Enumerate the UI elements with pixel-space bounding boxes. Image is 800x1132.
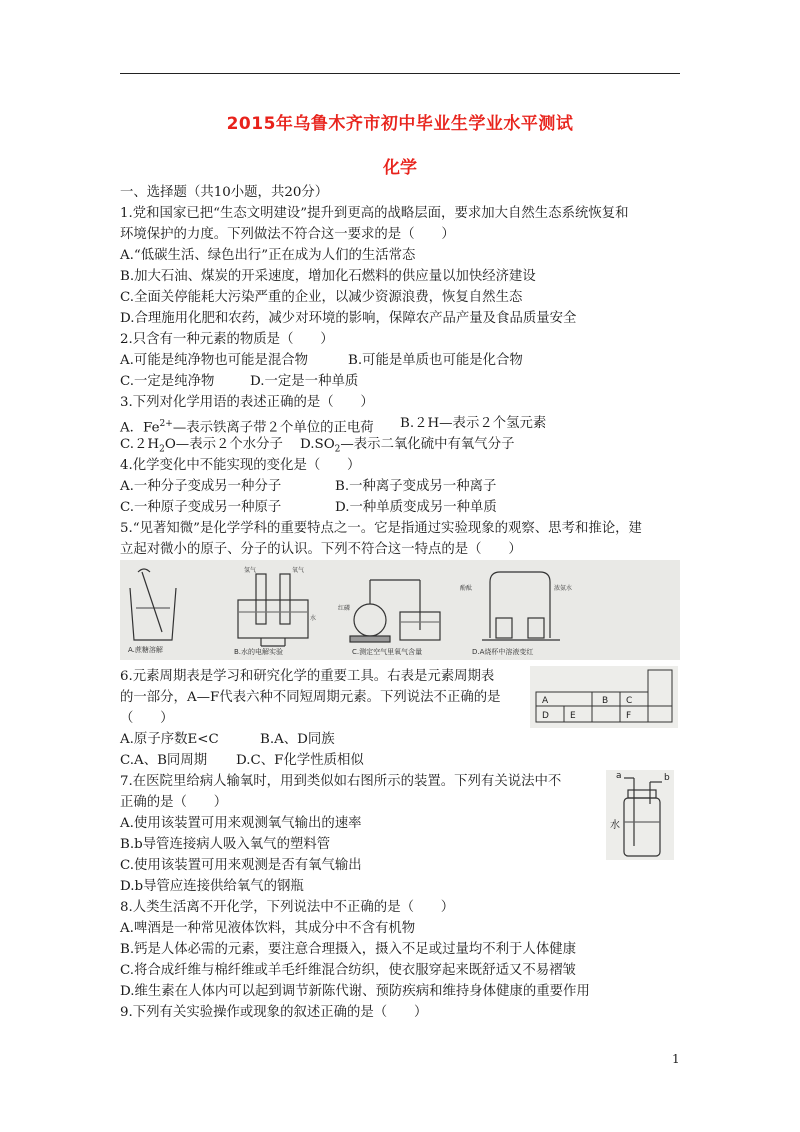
fig-label-b-tube: b — [664, 773, 670, 783]
q2-option-a: A.可能是纯净物也可能是混合物 — [120, 353, 309, 368]
q2-option-d: D.一定是一种单质 — [250, 374, 359, 389]
fig-label-a: A.蔗糖溶解 — [128, 646, 163, 654]
q7-gas-bottle-figure — [606, 770, 674, 860]
q3-stem: 3.下列对化学用语的表述正确的是（ ） — [120, 395, 374, 410]
q8-option-b: B.钙是人体必需的元素，要注意合理摄入，摄入不足或过量均不利于人体健康 — [120, 942, 576, 957]
fig-small-hydrogen: 氢气 — [244, 567, 257, 574]
cell-d: D — [542, 711, 549, 721]
section-heading: 一、选择题（共10小题，共20分） — [120, 185, 329, 200]
q6-stem-line1: 6.元素周期表是学习和研究化学的重要工具。右表是元素周期表 — [120, 669, 495, 684]
cell-c: C — [626, 696, 633, 706]
cell-a: A — [542, 696, 549, 706]
q1-option-a: A.“低碳生活、绿色出行”正在成为人们的生活常态 — [120, 248, 416, 263]
cell-f: F — [626, 711, 632, 721]
q6-option-b: B.A、D同族 — [260, 732, 335, 747]
fig-small-ammonia: 浓氨水 — [554, 585, 573, 592]
q7-option-c: C.使用该装置可用来观测是否有氧气输出 — [120, 858, 362, 873]
page-title: 2015年乌鲁木齐市初中毕业生学业水平测试 — [226, 114, 574, 134]
q5-experiment-figure — [120, 560, 680, 660]
q2-stem: 2.只含有一种元素的物质是（ ） — [120, 332, 334, 347]
q3-option-a: A．$Fe^{2+}—$表示铁离子带２个单位的正电荷 — [120, 419, 374, 436]
q8-option-a: A.啤酒是一种常见液体饮料，其成分中不含有机物 — [120, 921, 416, 936]
fig-small-oxygen: 氧气 — [292, 567, 305, 574]
q7-option-b: B.b导管连接病人吸入氧气的塑料管 — [120, 837, 331, 852]
q2-option-b: B.可能是单质也可能是化合物 — [348, 353, 523, 368]
fig-label-water: 水 — [610, 820, 620, 831]
q8-option-d: D.维生素在人体内可以起到调节新陈代谢、预防疾病和维持身体健康的重要作用 — [120, 984, 590, 999]
q6-periodic-table-figure — [530, 666, 678, 728]
q1-stem-line1: 1.党和国家已把“生态文明建设”提升到更高的战略层面，要求加大自然生态系统恢复和 — [120, 206, 629, 221]
fig-small-water: 水 — [310, 615, 317, 622]
q6-stem-line3: （ ） — [120, 711, 174, 726]
fig-small-phosphorus: 红磷 — [338, 605, 351, 612]
q2-option-c: C.一定是纯净物 — [120, 374, 215, 389]
q4-option-c: C.一种原子变成另一种原子 — [120, 500, 282, 515]
q1-option-b: B.加大石油、煤炭的开采速度，增加化石燃料的供应量以加快经济建设 — [120, 269, 536, 284]
q7-stem-line2: 正确的是（ ） — [120, 795, 228, 810]
q4-option-d: D.一种单质变成另一种单质 — [335, 500, 497, 515]
q3-option-b: B.２H—表示２个氢元素 — [400, 416, 547, 431]
q6-option-d: D.C、F化学性质相似 — [236, 753, 364, 768]
q7-stem-line1: 7.在医院里给病人输氧时，用到类似如右图所示的装置。下列有关说法中不 — [120, 774, 562, 789]
q4-option-b: B.一种离子变成另一种离子 — [335, 479, 497, 494]
q5-stem-line1: 5.“见著知微”是化学学科的重要特点之一。它是指通过实验现象的观察、思考和推论，建 — [120, 521, 642, 536]
q4-option-a: A.一种分子变成另一种分子 — [120, 479, 282, 494]
q1-option-d: D.合理施用化肥和农药，减少对环境的影响，保障农产品产量及食品质量安全 — [120, 311, 577, 326]
q1-option-c: C.全面关停能耗大污染严重的企业，以减少资源浪费，恢复自然生态 — [120, 290, 523, 305]
fig-label-c: C.测定空气里氧气含量 — [352, 648, 423, 656]
fig-small-phenol: 酚酞 — [460, 585, 473, 592]
q8-stem: 8.人类生活离不开化学，下列说法中不正确的是（ ） — [120, 900, 455, 915]
q1-stem-line2: 环境保护的力度。下列做法不符合这一要求的是（ ） — [120, 227, 455, 242]
q6-stem-line2: 的一部分，A—F代表六种不同短周期元素。下列说法不正确的是 — [120, 690, 501, 705]
q8-option-c: C.将合成纤维与棉纤维或羊毛纤维混合纺织，使衣服穿起来既舒适又不易褶皱 — [120, 963, 576, 978]
cell-e: E — [570, 711, 576, 721]
cell-b: B — [602, 696, 609, 706]
figure-background — [120, 560, 680, 660]
q3-option-d: $D.SO_2—$表示二氧化硫中有氧气分子 — [300, 437, 515, 455]
page-number: 1 — [672, 1052, 680, 1066]
q7-option-a: A.使用该装置可用来观测氧气输出的速率 — [120, 816, 362, 831]
q6-option-c: C.A、B同周期 — [120, 753, 208, 768]
subject-title: 化学 — [383, 158, 417, 178]
q4-stem: 4.化学变化中不能实现的变化是（ ） — [120, 458, 361, 473]
q3-option-c: $C.2H_2O—$表示２个水分子 — [120, 437, 283, 455]
fig-label-d: D.A烧杯中溶液变红 — [472, 648, 534, 656]
q6-option-a: A.原子序数E<C — [120, 732, 219, 747]
fig-label-a-tube: a — [616, 771, 622, 781]
q5-stem-line2: 立起对微小的原子、分子的认识。下列不符合这一特点的是（ ） — [120, 542, 522, 557]
header-rule — [120, 73, 680, 74]
q7-option-d: D.b导管应连接供给氧气的钢瓶 — [120, 879, 304, 894]
q9-stem: 9.下列有关实验操作或现象的叙述正确的是（ ） — [120, 1005, 428, 1020]
fig-label-b: B.水的电解实验 — [234, 648, 284, 656]
